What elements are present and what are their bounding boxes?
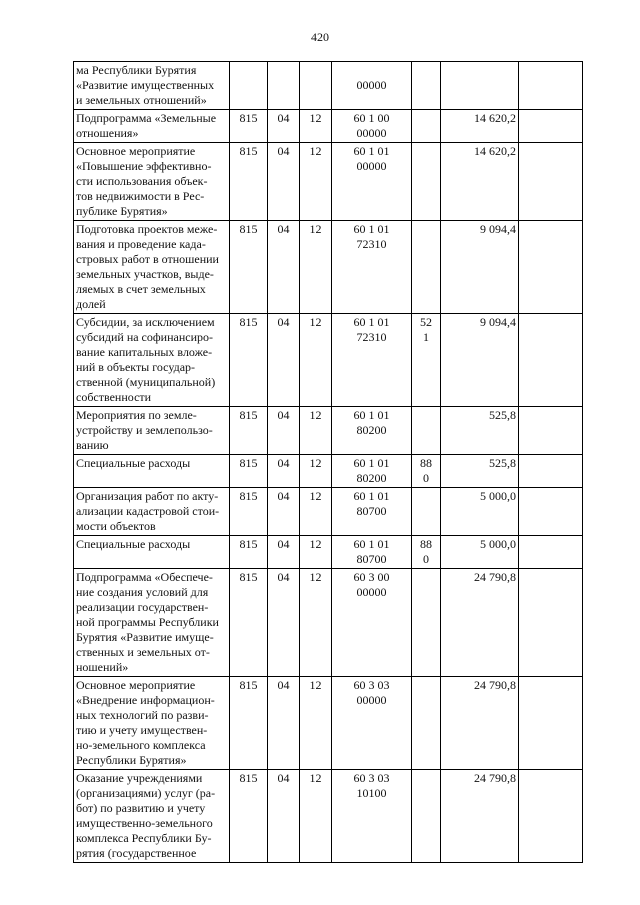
subsection-code-cell bbox=[300, 110, 332, 143]
table-row bbox=[74, 314, 583, 407]
section-code-cell-text: 04 bbox=[277, 678, 290, 692]
target-article-cell bbox=[332, 770, 412, 863]
ministry-code-cell-text: 815 bbox=[239, 144, 258, 158]
expense-type-cell bbox=[412, 314, 441, 407]
item-name-cell bbox=[74, 143, 230, 221]
item-name-cell bbox=[74, 407, 230, 455]
ministry-code-cell bbox=[230, 455, 268, 488]
ministry-code-cell-text: 815 bbox=[239, 111, 258, 125]
item-name-cell bbox=[74, 455, 230, 488]
target-article-cell bbox=[332, 536, 412, 569]
ministry-code-cell-text: 815 bbox=[239, 771, 258, 785]
item-name-cell bbox=[74, 62, 230, 110]
ministry-code-cell bbox=[230, 536, 268, 569]
section-code-cell bbox=[268, 143, 300, 221]
expense-type-cell bbox=[412, 143, 441, 221]
expense-type-cell bbox=[412, 569, 441, 677]
amount-cell bbox=[441, 62, 519, 110]
target-article-cell bbox=[332, 407, 412, 455]
ministry-code-cell bbox=[230, 110, 268, 143]
ministry-code-cell-text: 815 bbox=[239, 678, 258, 692]
amount-cell bbox=[441, 770, 519, 863]
subsection-code-cell-text: 12 bbox=[309, 489, 322, 503]
subsection-code-cell bbox=[300, 536, 332, 569]
ministry-code-cell bbox=[230, 569, 268, 677]
subsection-code-cell bbox=[300, 569, 332, 677]
amount-cell bbox=[441, 677, 519, 770]
expense-type-cell bbox=[412, 110, 441, 143]
item-name-cell-text: Основное мероприятие «Внедрение информацион- ных технологий по разви- тию и учету имуществен- но-земельного комплекса Республики Бурятия» bbox=[76, 678, 215, 767]
item-name-cell-text: Подготовка проектов меже- вания и проведение када- стровых работ в отношении земельных участков, выде- ляемых в счет земельных долей bbox=[76, 222, 219, 311]
ministry-code-cell-text: 815 bbox=[239, 315, 258, 329]
subsection-code-cell-text: 12 bbox=[309, 111, 322, 125]
table-row bbox=[74, 488, 583, 536]
table-row bbox=[74, 770, 583, 863]
budget-table bbox=[73, 61, 583, 863]
amount-cell bbox=[441, 488, 519, 536]
subsection-code-cell-text: 12 bbox=[309, 771, 322, 785]
item-name-cell-text: Организация работ по акту- ализации кадастровой стои- мости объектов bbox=[76, 489, 220, 533]
item-name-cell bbox=[74, 569, 230, 677]
subsection-code-cell bbox=[300, 314, 332, 407]
target-article-cell bbox=[332, 488, 412, 536]
expense-type-cell-text: 52 1 bbox=[420, 315, 432, 344]
subsection-code-cell-text: 12 bbox=[309, 408, 322, 422]
amount-cell-text: 525,8 bbox=[489, 408, 516, 422]
item-name-cell-text: ма Республики Бурятия «Развитие имущественных и земельных отношений» bbox=[76, 63, 215, 107]
ministry-code-cell bbox=[230, 143, 268, 221]
subsection-code-cell bbox=[300, 62, 332, 110]
amount-cell-text: 24 790,8 bbox=[474, 771, 516, 785]
table-row bbox=[74, 407, 583, 455]
target-article-cell bbox=[332, 221, 412, 314]
expense-type-cell bbox=[412, 488, 441, 536]
amount-cell-text: 9 094,4 bbox=[480, 222, 516, 236]
target-article-cell-text: 60 1 00 00000 bbox=[353, 111, 390, 140]
section-code-cell bbox=[268, 62, 300, 110]
target-article-cell bbox=[332, 569, 412, 677]
table-row bbox=[74, 536, 583, 569]
amount-cell-text: 5 000,0 bbox=[480, 489, 516, 503]
target-article-cell-text: 60 1 01 72310 bbox=[353, 222, 390, 251]
extra-cell bbox=[519, 221, 583, 314]
item-name-cell bbox=[74, 488, 230, 536]
expense-type-cell-text: 88 0 bbox=[420, 456, 432, 485]
section-code-cell bbox=[268, 536, 300, 569]
item-name-cell bbox=[74, 770, 230, 863]
subsection-code-cell-text: 12 bbox=[309, 315, 322, 329]
table-row bbox=[74, 143, 583, 221]
table-row bbox=[74, 455, 583, 488]
section-code-cell bbox=[268, 488, 300, 536]
expense-type-cell bbox=[412, 677, 441, 770]
expense-type-cell bbox=[412, 62, 441, 110]
page-number: 420 bbox=[311, 30, 329, 44]
amount-cell bbox=[441, 221, 519, 314]
section-code-cell-text: 04 bbox=[277, 456, 290, 470]
expense-type-cell-text: 88 0 bbox=[420, 537, 432, 566]
section-code-cell bbox=[268, 770, 300, 863]
extra-cell bbox=[519, 455, 583, 488]
ministry-code-cell bbox=[230, 221, 268, 314]
target-article-cell bbox=[332, 314, 412, 407]
amount-cell-text: 24 790,8 bbox=[474, 678, 516, 692]
amount-cell-text: 14 620,2 bbox=[474, 144, 516, 158]
section-code-cell-text: 04 bbox=[277, 537, 290, 551]
section-code-cell-text: 04 bbox=[277, 570, 290, 584]
target-article-cell-text: 60 1 01 80200 bbox=[353, 456, 390, 485]
extra-cell bbox=[519, 314, 583, 407]
subsection-code-cell-text: 12 bbox=[309, 222, 322, 236]
expense-type-cell bbox=[412, 221, 441, 314]
amount-cell-text: 5 000,0 bbox=[480, 537, 516, 551]
item-name-cell-text: Субсидии, за исключением субсидий на софинансиро- вание капитальных вложе- ний в объекты государ- ственной (муниципальной) собственности bbox=[76, 315, 216, 404]
extra-cell bbox=[519, 677, 583, 770]
ministry-code-cell bbox=[230, 770, 268, 863]
ministry-code-cell-text: 815 bbox=[239, 570, 258, 584]
target-article-cell bbox=[332, 455, 412, 488]
extra-cell bbox=[519, 770, 583, 863]
section-code-cell-text: 04 bbox=[277, 144, 290, 158]
ministry-code-cell bbox=[230, 314, 268, 407]
ministry-code-cell-text: 815 bbox=[239, 408, 258, 422]
subsection-code-cell-text: 12 bbox=[309, 456, 322, 470]
amount-cell-text: 9 094,4 bbox=[480, 315, 516, 329]
item-name-cell-text: Оказание учреждениями (организациями) услуг (ра- бот) по развитию и учету имущественно-земельного комплекса Республики Бу- рятия (государственное bbox=[76, 771, 216, 860]
section-code-cell-text: 04 bbox=[277, 222, 290, 236]
subsection-code-cell bbox=[300, 143, 332, 221]
section-code-cell bbox=[268, 407, 300, 455]
item-name-cell-text: Подпрограмма «Земельные отношения» bbox=[76, 111, 217, 140]
target-article-cell bbox=[332, 677, 412, 770]
section-code-cell-text: 04 bbox=[277, 315, 290, 329]
subsection-code-cell bbox=[300, 407, 332, 455]
ministry-code-cell-text: 815 bbox=[239, 489, 258, 503]
target-article-cell-text: 60 3 03 10100 bbox=[353, 771, 390, 800]
item-name-cell bbox=[74, 110, 230, 143]
amount-cell-text: 14 620,2 bbox=[474, 111, 516, 125]
ministry-code-cell bbox=[230, 488, 268, 536]
item-name-cell-text: Основное мероприятие «Повышение эффективно- сти использования объек- тов недвижимости в Рес- публике Бурятия» bbox=[76, 144, 212, 218]
section-code-cell-text: 04 bbox=[277, 111, 290, 125]
target-article-cell-text: 60 3 03 00000 bbox=[353, 678, 390, 707]
expense-type-cell bbox=[412, 407, 441, 455]
budget-table-body bbox=[74, 62, 583, 863]
amount-cell-text: 24 790,8 bbox=[474, 570, 516, 584]
section-code-cell bbox=[268, 314, 300, 407]
section-code-cell bbox=[268, 677, 300, 770]
subsection-code-cell-text: 12 bbox=[309, 537, 322, 551]
expense-type-cell bbox=[412, 770, 441, 863]
section-code-cell-text: 04 bbox=[277, 408, 290, 422]
target-article-cell-text: 60 1 01 80700 bbox=[353, 537, 390, 566]
item-name-cell bbox=[74, 536, 230, 569]
section-code-cell bbox=[268, 110, 300, 143]
target-article-cell-text: 60 3 00 00000 bbox=[353, 570, 390, 599]
amount-cell bbox=[441, 455, 519, 488]
target-article-cell bbox=[332, 143, 412, 221]
section-code-cell bbox=[268, 569, 300, 677]
target-article-cell-text: 60 1 01 00000 bbox=[353, 144, 390, 173]
section-code-cell bbox=[268, 221, 300, 314]
extra-cell bbox=[519, 143, 583, 221]
item-name-cell bbox=[74, 677, 230, 770]
subsection-code-cell bbox=[300, 455, 332, 488]
amount-cell bbox=[441, 536, 519, 569]
subsection-code-cell bbox=[300, 221, 332, 314]
section-code-cell-text: 04 bbox=[277, 771, 290, 785]
ministry-code-cell bbox=[230, 677, 268, 770]
amount-cell bbox=[441, 569, 519, 677]
target-article-cell-text: 60 1 01 80200 bbox=[353, 408, 390, 437]
ministry-code-cell-text: 815 bbox=[239, 222, 258, 236]
extra-cell bbox=[519, 407, 583, 455]
target-article-cell bbox=[332, 110, 412, 143]
extra-cell bbox=[519, 569, 583, 677]
target-article-cell-text: 60 1 01 72310 bbox=[353, 315, 390, 344]
extra-cell bbox=[519, 62, 583, 110]
item-name-cell-text: Подпрограмма «Обеспече- ние создания условий для реализации государствен- ной программы Республики Бурятия «Развитие имуще- ственных и земельных от- ношений» bbox=[76, 570, 219, 674]
subsection-code-cell-text: 12 bbox=[309, 144, 322, 158]
target-article-cell-text: 60 1 01 80700 bbox=[353, 489, 390, 518]
section-code-cell bbox=[268, 455, 300, 488]
amount-cell-text: 525,8 bbox=[489, 456, 516, 470]
amount-cell bbox=[441, 314, 519, 407]
table-row bbox=[74, 677, 583, 770]
subsection-code-cell bbox=[300, 770, 332, 863]
item-name-cell bbox=[74, 314, 230, 407]
subsection-code-cell bbox=[300, 488, 332, 536]
table-row bbox=[74, 110, 583, 143]
item-name-cell-text: Специальные расходы bbox=[76, 456, 191, 470]
amount-cell bbox=[441, 110, 519, 143]
amount-cell bbox=[441, 407, 519, 455]
item-name-cell bbox=[74, 221, 230, 314]
subsection-code-cell-text: 12 bbox=[309, 678, 322, 692]
extra-cell bbox=[519, 110, 583, 143]
ministry-code-cell-text: 815 bbox=[239, 537, 258, 551]
extra-cell bbox=[519, 536, 583, 569]
table-row bbox=[74, 62, 583, 110]
item-name-cell-text: Специальные расходы bbox=[76, 537, 191, 551]
table-row bbox=[74, 569, 583, 677]
ministry-code-cell bbox=[230, 62, 268, 110]
section-code-cell-text: 04 bbox=[277, 489, 290, 503]
expense-type-cell bbox=[412, 455, 441, 488]
extra-cell bbox=[519, 488, 583, 536]
amount-cell bbox=[441, 143, 519, 221]
item-name-cell-text: Мероприятия по земле- устройству и землепользо- ванию bbox=[76, 408, 213, 452]
expense-type-cell bbox=[412, 536, 441, 569]
ministry-code-cell-text: 815 bbox=[239, 456, 258, 470]
ministry-code-cell bbox=[230, 407, 268, 455]
subsection-code-cell-text: 12 bbox=[309, 570, 322, 584]
subsection-code-cell bbox=[300, 677, 332, 770]
target-article-cell bbox=[332, 62, 412, 110]
table-row bbox=[74, 221, 583, 314]
target-article-cell-text: 00000 bbox=[356, 78, 387, 92]
